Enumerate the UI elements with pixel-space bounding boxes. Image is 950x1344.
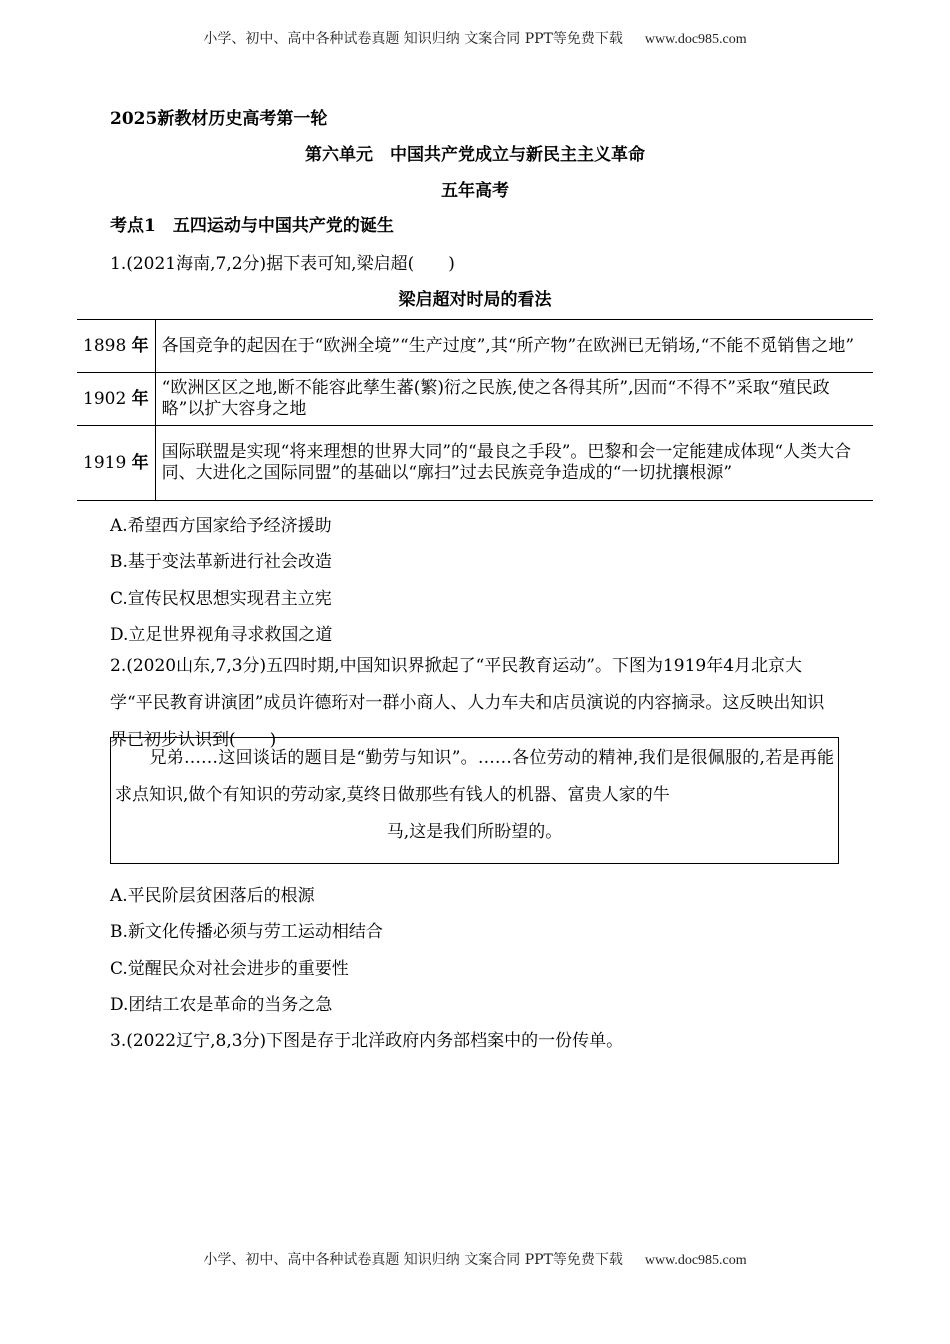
table-row	[77, 373, 873, 426]
question-3-stem: 3.(2022辽宁,8,3分)下图是存于北洋政府内务部档案中的一份传单。	[110, 1031, 624, 1051]
view-cell: 国际联盟是实现“将来理想的世界大同”的“最良之手段”。巴黎和会一定能建成体现“人类大合同、大进化之国际同盟”的基础以“廓扫”过去民族竞争造成的“一切扰攘根源”	[155, 426, 873, 501]
header-url[interactable]: www.doc985.com	[644, 32, 747, 47]
view-cell: “欧洲区区之地,断不能容此孳生蕃(繁)衍之民族,使之各得其所”,因而“不得不”采取“殖民政略”以扩大容身之地	[155, 373, 873, 426]
q2-option-d: D.团结工农是革命的当务之急	[110, 995, 333, 1015]
view-cell: 各国竞争的起因在于“欧洲全境”“生产过度”,其“所产物”在欧洲已无销场,“不能不觅销售之地”	[155, 320, 873, 373]
header-text: 小学、初中、高中各种试卷真题 知识归纳 文案合同 PPT等免费下载	[203, 31, 623, 47]
question-2-stem: 2.(2020山东,7,3分)五四时期,中国知识界掀起了“平民教育运动”。下图为1919年4月北京大学“平民教育讲演团”成员许德珩对一群小商人、人力车夫和店员演说的内容摘录。这反映出知识界已初步认识到( )	[110, 656, 825, 750]
year-cell: 1902 年	[77, 373, 155, 426]
q1-option-b: B.基于变法革新进行社会改造	[110, 552, 332, 572]
q1-option-d: D.立足世界视角寻求救国之道	[110, 625, 333, 645]
year-cell: 1898 年	[77, 320, 155, 373]
exam-point-heading: 考点1 五四运动与中国共产党的诞生	[110, 216, 394, 236]
quote-text: 兄弟……这回谈话的题目是“勤劳与知识”。……各位劳动的精神,我们是很佩服的,若是再能求点知识,做个有知识的劳动家,莫终日做那些有钱人的机器、富贵人家的牛	[115, 748, 834, 805]
q1-option-a: A.希望西方国家给予经济援助	[110, 516, 332, 536]
q1-option-c: C.宣传民权思想实现君主立宪	[110, 589, 332, 609]
quote-box	[110, 737, 839, 864]
footer-url[interactable]: www.doc985.com	[644, 1253, 747, 1268]
section-title: 五年高考	[441, 181, 509, 201]
subject-title: 2025新教材历史高考第一轮	[110, 109, 328, 129]
table-title: 梁启超对时局的看法	[398, 290, 552, 310]
unit-title: 第六单元 中国共产党成立与新民主主义革命	[305, 145, 645, 165]
page-header	[0, 28, 950, 48]
year-cell: 1919 年	[77, 426, 155, 501]
q2-option-c: C.觉醒民众对社会进步的重要性	[110, 959, 349, 979]
table-row	[77, 320, 873, 373]
q2-option-a: A.平民阶层贫困落后的根源	[110, 886, 315, 906]
table-row	[77, 426, 873, 501]
liang-qichao-table	[77, 319, 873, 501]
q2-option-b: B.新文化传播必须与劳工运动相结合	[110, 922, 383, 942]
page-footer	[0, 1249, 950, 1269]
quote-text-end: 马,这是我们所盼望的。	[386, 822, 563, 842]
footer-text: 小学、初中、高中各种试卷真题 知识归纳 文案合同 PPT等免费下载	[203, 1252, 623, 1268]
question-1-stem: 1.(2021海南,7,2分)据下表可知,梁启超( )	[110, 254, 455, 274]
